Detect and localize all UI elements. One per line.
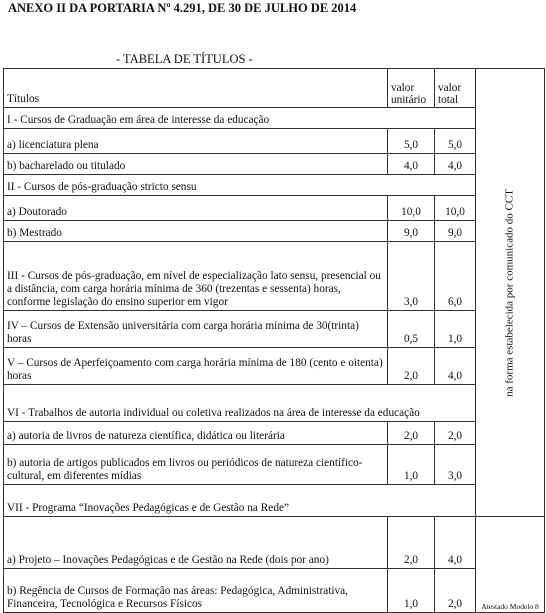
row-title: b) bacharelado ou titulado	[4, 154, 388, 175]
section-row	[4, 108, 545, 129]
row-unit-value: 2,0	[388, 422, 435, 445]
table-row	[4, 154, 545, 175]
table-row	[4, 195, 545, 220]
row-title: a) autoria de livros de natureza científica, didática ou literária	[4, 422, 388, 445]
row-total-value: 2,0	[435, 422, 476, 445]
row-title: b) Regência de Cursos de Formação nas áreas: Pedagógica, Administrativa, Financeira, Tecnológica e Recursos Físicos	[4, 569, 388, 613]
table-row	[4, 517, 545, 569]
table-row	[4, 348, 545, 385]
side-note-cell	[476, 69, 545, 517]
table-row	[4, 311, 545, 348]
row-unit-value: 10,0	[388, 195, 435, 220]
row-total-value: 10,0	[435, 195, 476, 220]
table-row	[4, 445, 545, 484]
row-total-value: 5,0	[435, 129, 476, 154]
row-unit-value: 2,0	[388, 517, 435, 569]
row-total-value: 4,0	[435, 154, 476, 175]
row-title: a) licenciatura plena	[4, 129, 388, 154]
table-row	[4, 422, 545, 445]
row-total-value: 9,0	[435, 221, 476, 242]
row-title: III - Cursos de pós-graduação, em nível de especialização lato sensu, presencial ou a distância, com carga horária mínima de 360 (trezentas e sessenta) horas, conforme legislação do ensino superior em vigor	[4, 242, 388, 311]
column-header-unit-value: valor unitário	[388, 69, 435, 108]
row-unit-value: 9,0	[388, 221, 435, 242]
row-title: b) Mestrado	[4, 221, 388, 242]
row-total-value: 6,0	[435, 242, 476, 311]
row-title: a) Doutorado	[4, 195, 388, 220]
row-total-value: 2,0	[435, 569, 476, 613]
side-note: na forma estabelecida por comunicado do CCT	[503, 188, 516, 397]
row-unit-value: 2,0	[388, 348, 435, 385]
column-header-total-value: valor total	[435, 69, 476, 108]
row-unit-value: 1,0	[388, 569, 435, 613]
row-total-value: 4,0	[435, 348, 476, 385]
table-row	[4, 569, 545, 613]
row-total-value: 1,0	[435, 311, 476, 348]
table-row	[4, 242, 545, 311]
row-unit-value: 3,0	[388, 242, 435, 311]
column-header-title: Títulos	[4, 69, 388, 108]
table-row	[4, 221, 545, 242]
section-row	[4, 385, 545, 422]
attestation-note: Atestado Modelo 8	[476, 517, 545, 613]
row-unit-value: 4,0	[388, 154, 435, 175]
row-unit-value: 5,0	[388, 129, 435, 154]
section-label: I - Cursos de Graduação em área de interesse da educação	[4, 108, 476, 129]
row-unit-value: 1,0	[388, 445, 435, 484]
table-subtitle: - TABELA DE TÍTULOS -	[116, 52, 253, 66]
row-unit-value: 0,5	[388, 311, 435, 348]
table-row	[4, 129, 545, 154]
document-heading: ANEXO II DA PORTARIA Nº 4.291, DE 30 DE JULHO DE 2014	[8, 1, 357, 15]
row-title: IV – Cursos de Extensão universitária com carga horária mínima de 30(trinta) horas	[4, 311, 388, 348]
table-header-row	[4, 69, 545, 108]
row-title: a) Projeto – Inovações Pedagógicas e de Gestão na Rede (dois por ano)	[4, 517, 388, 569]
row-total-value: 4,0	[435, 517, 476, 569]
section-label: VII - Programa “Inovações Pedagógicas e de Gestão na Rede”	[4, 484, 476, 516]
row-title: V – Cursos de Aperfeiçoamento com carga horária mínima de 180 (cento e oitenta) horas	[4, 348, 388, 385]
section-row	[4, 484, 545, 516]
section-label: VI - Trabalhos de autoria individual ou coletiva realizados na área de interesse da educação	[4, 385, 476, 422]
section-row	[4, 175, 545, 196]
section-label: II - Cursos de pós-graduação stricto sensu	[4, 175, 476, 196]
row-total-value: 3,0	[435, 445, 476, 484]
titles-table	[3, 68, 545, 613]
row-title: b) autoria de artigos publicados em livros ou periódicos de natureza científico-cultural, em diferentes mídias	[4, 445, 388, 484]
